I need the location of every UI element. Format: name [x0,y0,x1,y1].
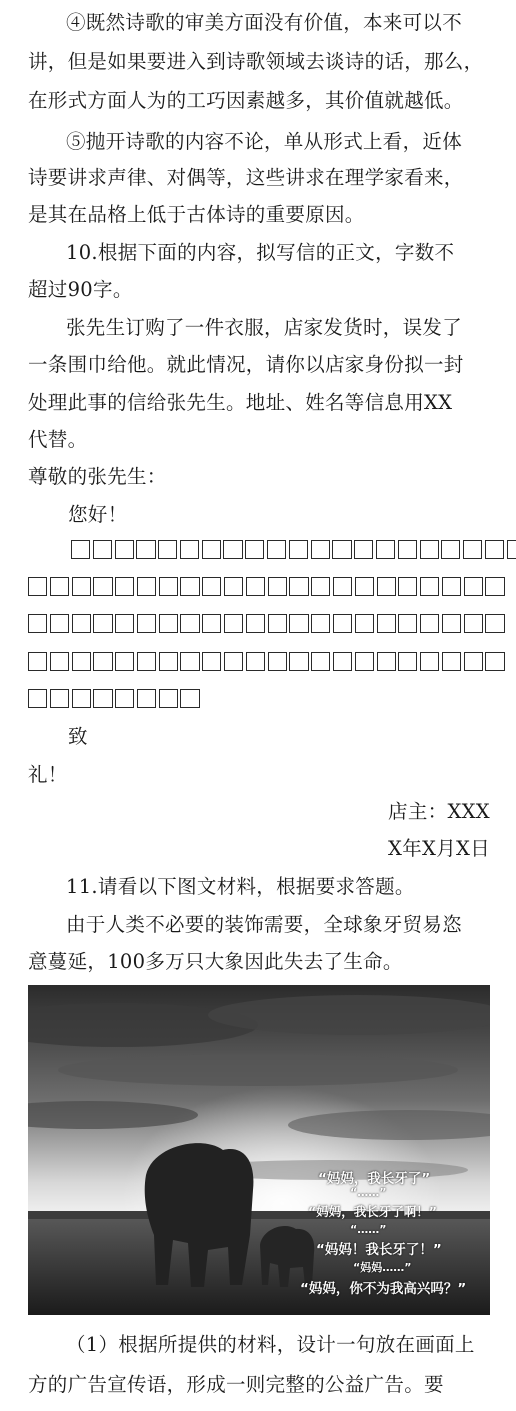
answer-box[interactable] [268,577,287,596]
answer-box[interactable] [28,614,47,633]
speech-caption: “妈妈，我长牙了” [318,1171,431,1187]
text-line: 诗要讲求声律、对偶等，这些讲求在理学家看来， [28,166,464,189]
answer-box[interactable] [115,577,134,596]
answer-box[interactable] [464,614,483,633]
answer-box[interactable] [180,540,199,559]
answer-box[interactable] [420,540,439,559]
answer-box[interactable] [398,652,417,671]
answer-box[interactable] [485,540,504,559]
answer-box[interactable] [115,652,134,671]
answer-box[interactable] [50,689,69,708]
answer-box[interactable] [355,614,374,633]
answer-box[interactable] [289,577,308,596]
answer-box[interactable] [398,614,417,633]
answer-box[interactable] [202,614,221,633]
question-11-sub-1: （1）根据所提供的材料，设计一句放在画面上 [66,1333,475,1356]
speech-caption: “妈妈，我长牙了啊！” [308,1204,437,1219]
speech-caption: “妈妈！我长牙了！” [316,1242,442,1258]
answer-box[interactable] [158,540,177,559]
answer-box[interactable] [71,540,90,559]
answer-box[interactable] [137,614,156,633]
answer-box[interactable] [442,614,461,633]
answer-box[interactable] [180,614,199,633]
answer-box[interactable] [268,652,287,671]
letter-signature: 店主：XXX [388,800,490,823]
answer-box[interactable] [333,577,352,596]
text-line: 处理此事的信给张先生。地址、姓名等信息用XX [28,391,453,414]
answer-box[interactable] [246,614,265,633]
answer-box[interactable] [202,577,221,596]
letter-date: X年X月X日 [388,837,490,860]
answer-box[interactable] [332,540,351,559]
answer-box-row[interactable] [28,652,506,671]
answer-box[interactable] [289,614,308,633]
text-line: 讲，但是如果要进入到诗歌领域去谈诗的话，那么， [28,50,484,73]
answer-box[interactable] [93,689,112,708]
answer-box[interactable] [115,689,134,708]
speech-caption: “……” [350,1186,387,1199]
text-line: ④既然诗歌的审美方面没有价值，本来可以不 [66,11,463,34]
answer-box[interactable] [137,577,156,596]
letter-closing-2: 礼！ [28,763,68,786]
answer-box[interactable] [485,652,504,671]
answer-box[interactable] [485,614,504,633]
answer-box[interactable] [464,652,483,671]
answer-box[interactable] [72,577,91,596]
answer-box[interactable] [311,652,330,671]
text-line: 代替。 [28,428,88,451]
answer-box[interactable] [137,689,156,708]
answer-box[interactable] [50,652,69,671]
answer-box[interactable] [72,614,91,633]
answer-box[interactable] [442,577,461,596]
answer-box[interactable] [93,614,112,633]
answer-box-row[interactable] [28,577,506,596]
text-line: 超过90字。 [28,278,133,301]
text-line: 方的广告宣传语，形成一则完整的公益广告。要 [28,1373,444,1396]
answer-box[interactable] [289,652,308,671]
answer-box[interactable] [311,614,330,633]
text-line: 一条围巾给他。就此情况，请你以店家身份拟一封 [28,353,464,376]
answer-box[interactable] [93,540,112,559]
answer-box[interactable] [463,540,482,559]
answer-box[interactable] [398,577,417,596]
answer-box[interactable] [159,689,178,708]
answer-box[interactable] [28,689,47,708]
question-10-prompt: 10.根据下面的内容，拟写信的正文，字数不 [66,241,455,264]
text-line: 由于人类不必要的装饰需要，全球象牙贸易恣 [66,913,463,936]
answer-box[interactable] [50,577,69,596]
answer-box[interactable] [355,577,374,596]
answer-box[interactable] [224,652,243,671]
text-line: 是其在品格上低于古体诗的重要原因。 [28,203,365,226]
answer-box[interactable] [180,577,199,596]
answer-box-row[interactable] [71,540,516,559]
answer-box[interactable] [159,652,178,671]
answer-box[interactable] [202,540,221,559]
answer-box[interactable] [202,652,221,671]
answer-box[interactable] [246,577,265,596]
answer-box-row[interactable] [28,689,201,708]
answer-box[interactable] [28,652,47,671]
letter-salutation: 尊敬的张先生： [28,465,167,488]
question-11-title: 11.请看以下图文材料，根据要求答题。 [66,875,415,898]
answer-box[interactable] [311,540,330,559]
answer-box[interactable] [311,577,330,596]
letter-closing-1: 致 [68,725,88,748]
elephant-scene-illustration [28,985,490,1315]
answer-box[interactable] [333,614,352,633]
answer-box[interactable] [355,652,374,671]
answer-box[interactable] [50,614,69,633]
answer-box[interactable] [245,540,264,559]
answer-box[interactable] [485,577,504,596]
answer-box[interactable] [137,652,156,671]
text-line: 张先生订购了一件衣服，店家发货时，误发了 [66,316,463,339]
answer-box[interactable] [464,577,483,596]
answer-box[interactable] [115,540,134,559]
answer-box[interactable] [267,540,286,559]
answer-box[interactable] [180,689,199,708]
answer-box-row[interactable] [28,614,506,633]
answer-box[interactable] [223,540,242,559]
answer-box[interactable] [354,540,373,559]
answer-box[interactable] [441,540,460,559]
answer-box[interactable] [93,652,112,671]
answer-box[interactable] [72,689,91,708]
answer-box[interactable] [507,540,516,559]
answer-box[interactable] [72,652,91,671]
answer-box[interactable] [224,614,243,633]
answer-box[interactable] [159,577,178,596]
text-line: 意蔓延，100多万只大象因此失去了生命。 [28,950,403,973]
answer-box[interactable] [420,652,439,671]
answer-box[interactable] [289,540,308,559]
answer-box[interactable] [333,652,352,671]
answer-box[interactable] [377,577,396,596]
answer-box[interactable] [115,614,134,633]
answer-box[interactable] [159,614,178,633]
answer-box[interactable] [377,614,396,633]
answer-box[interactable] [398,540,417,559]
answer-box[interactable] [180,652,199,671]
answer-box[interactable] [377,652,396,671]
answer-box[interactable] [420,577,439,596]
answer-box[interactable] [136,540,155,559]
answer-box[interactable] [224,577,243,596]
text-line: ⑤抛开诗歌的内容不论，单从形式上看，近体 [66,130,463,153]
letter-greeting: 您好！ [68,503,128,526]
answer-box[interactable] [93,577,112,596]
answer-box[interactable] [376,540,395,559]
speech-caption: “妈妈，你不为我高兴吗？” [300,1281,467,1297]
answer-box[interactable] [246,652,265,671]
answer-box[interactable] [442,652,461,671]
answer-box[interactable] [28,577,47,596]
answer-box[interactable] [268,614,287,633]
text-line: 在形式方面人为的工巧因素越多，其价值就越低。 [28,89,464,112]
speech-caption: “……” [350,1223,387,1236]
elephant-photo [28,985,490,1315]
answer-box[interactable] [420,614,439,633]
speech-caption: “妈妈……” [353,1261,412,1274]
